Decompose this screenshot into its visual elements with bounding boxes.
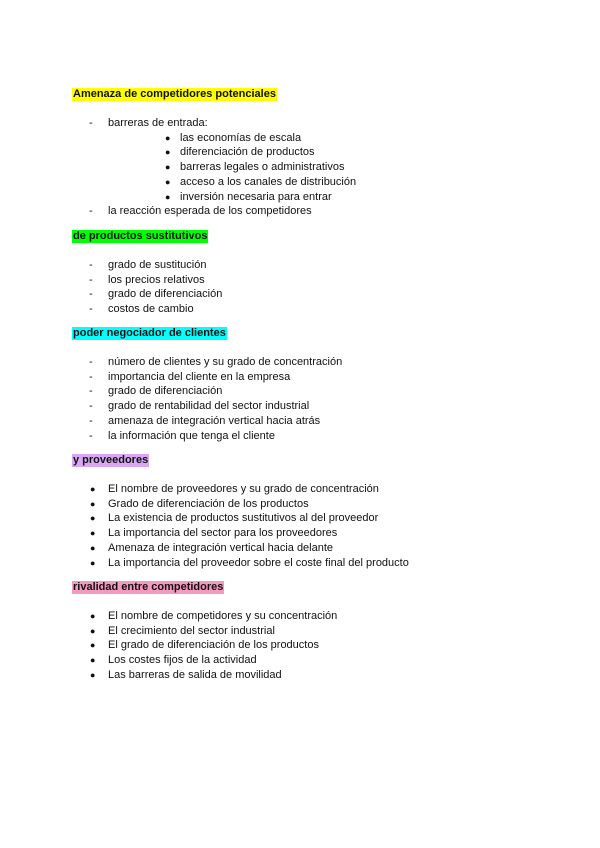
bullet-marker: ● [165,162,171,173]
list-item: - número de clientes y su grado de concentración [89,356,343,368]
list-item: ● inversión necesaria para entrar [165,190,332,203]
bullet-marker: ● [90,669,96,680]
bullet-marker: ● [90,484,96,494]
section-productos-sustitutivos [72,226,542,317]
list-item: ● El nombre de competidores y su concentración [90,610,338,622]
list-item: ● Amenaza de integración vertical hacia delante [90,541,334,554]
section-proveedores [72,450,542,570]
bullet-marker: ● [165,132,171,143]
list-item: ● La existencia de productos sustitutivos al del proveedor [90,512,379,525]
item-list [72,355,542,443]
list-item: ● La importancia del sector para los proveedores [90,527,338,540]
dash-marker: - [89,205,93,218]
bullet-marker: ● [90,625,96,636]
item-list [72,116,542,219]
dash-marker: - [89,288,93,301]
bullet-marker: ● [90,611,96,621]
list-item: ● Las barreras de salida de movilidad [90,668,282,681]
sub-list [108,131,542,205]
list-item: ● las economías de escala [165,131,302,144]
list-item: ● Grado de diferenciación de los productos [90,497,309,510]
list-item: - barreras de entrada: ● las economías de escala ● diferenciación de productos ● barreras legales o administrativos ● acceso a los canales de distribución ● inversión necesaria para entrar [72,116,542,204]
dash-marker: - [89,259,93,271]
item-list [72,258,542,317]
dash-marker: - [89,414,93,427]
section-heading: rivalidad entre competidores [73,581,224,593]
list-item: - la reacción esperada de los competidores [89,205,312,218]
dash-marker: - [89,356,93,368]
bullet-marker: ● [90,640,96,651]
list-item: ● barreras legales o administrativos [165,161,345,174]
list-item: - grado de sustitución [89,259,207,271]
dash-marker: - [89,429,93,442]
list-item: ● acceso a los canales de distribución [165,175,357,188]
bullet-marker: ● [90,528,96,539]
bullet-marker: ● [165,191,171,202]
section-heading: Amenaza de competidores potenciales [73,88,276,100]
list-item: - grado de diferenciación [89,385,223,398]
dash-marker: - [89,303,93,316]
list-item: - los precios relativos [89,273,205,286]
bullet-marker: ● [90,498,96,509]
dash-marker: - [89,370,93,383]
section-heading: poder negociador de clientes [73,327,226,339]
bullet-marker: ● [90,513,96,524]
section-negociador-clientes [72,323,542,443]
dash-marker: - [89,273,93,286]
dash-marker: - [89,385,93,398]
list-item: - grado de diferenciación [89,288,223,301]
bullet-marker: ● [165,147,171,158]
section-heading: de productos sustitutivos [73,230,208,242]
list-item: ● diferenciación de productos [165,146,315,159]
section-competidores-potenciales [72,84,542,219]
bullet-marker: ● [165,176,171,187]
dash-marker: - [89,117,93,129]
bullet-marker: ● [90,655,96,666]
list-item: ● El nombre de proveedores y su grado de concentración [90,483,379,495]
dash-marker: - [89,400,93,413]
list-item: - importancia del cliente en la empresa [89,370,291,383]
list-item: - costos de cambio [89,303,194,316]
bullet-marker: ● [90,542,96,553]
section-heading: y proveedores [73,454,149,466]
list-item: ● El grado de diferenciación de los productos [90,639,319,652]
item-list [72,482,542,570]
list-item: ● La importancia del proveedor sobre el coste final del producto [90,556,409,569]
list-item: - amenaza de integración vertical hacia atrás [89,414,321,427]
section-rivalidad-competidores [72,577,542,683]
item-list [72,609,542,683]
list-item: - grado de rentabilidad del sector industrial [89,400,310,413]
list-item: - la información que tenga el cliente [89,429,275,442]
bullet-marker: ● [90,557,96,568]
list-item: ● Los costes fijos de la actividad [90,654,257,667]
list-item: ● El crecimiento del sector industrial [90,624,275,637]
